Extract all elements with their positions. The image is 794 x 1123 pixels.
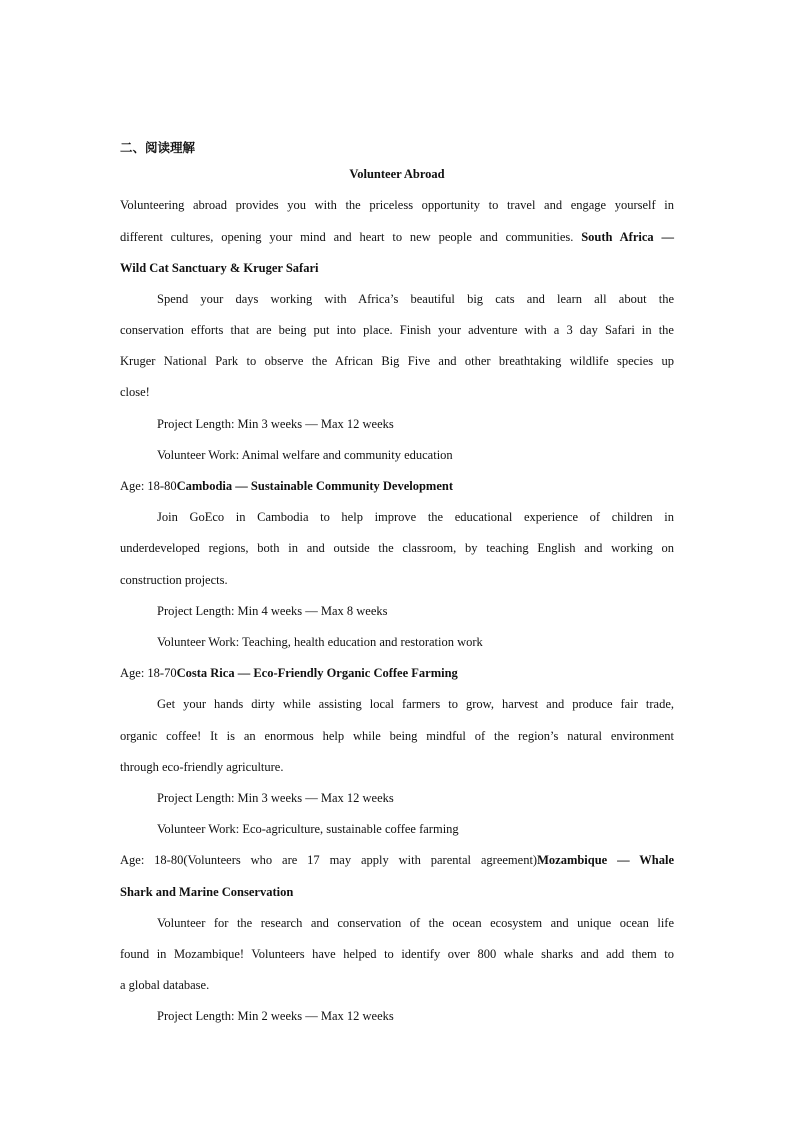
- south-africa-heading-start: South Africa —: [581, 230, 675, 244]
- mozambique-desc-2: found in Mozambique! Volunteers have helped to identify over 800 whale sharks and add them to: [120, 947, 674, 961]
- mozambique-heading-start: Mozambique — Whale: [537, 853, 674, 867]
- south-africa-age: Age: 18-80: [120, 479, 177, 493]
- cambodia-age: Age: 18-70: [120, 666, 177, 680]
- costa-rica-desc-2: organic coffee! It is an enormous help while being mindful of the region’s natural environment: [120, 729, 674, 743]
- article-title: Volunteer Abroad: [349, 167, 445, 181]
- south-africa-desc-2: conservation efforts that are being put into place. Finish your adventure with a 3 day Safari in the: [120, 323, 674, 337]
- mozambique-heading-end: Shark and Marine Conservation: [120, 885, 294, 899]
- intro-line-1: Volunteering abroad provides you with the priceless opportunity to travel and engage yourself in: [120, 198, 674, 212]
- cambodia-desc-2: underdeveloped regions, both in and outside the classroom, by teaching English and working on: [120, 541, 674, 555]
- costa-rica-heading: Costa Rica — Eco-Friendly Organic Coffee Farming: [176, 666, 458, 680]
- costa-rica-work: Volunteer Work: Eco-agriculture, sustainable coffee farming: [157, 822, 459, 836]
- costa-rica-age: Age: 18-80(Volunteers who are 17 may apply with parental agreement): [120, 853, 538, 867]
- costa-rica-age-line: [120, 852, 674, 868]
- section-heading: 二、阅读理解: [120, 141, 196, 155]
- south-africa-heading-end: Wild Cat Sanctuary & Kruger Safari: [120, 261, 319, 275]
- south-africa-work: Volunteer Work: Animal welfare and community education: [157, 448, 453, 462]
- costa-rica-desc-1: Get your hands dirty while assisting local farmers to grow, harvest and produce fair trade,: [157, 697, 674, 711]
- mozambique-desc-3: a global database.: [120, 978, 210, 992]
- intro-line-2: [120, 229, 674, 245]
- south-africa-desc-4: close!: [120, 385, 150, 399]
- mozambique-length: Project Length: Min 2 weeks — Max 12 weeks: [157, 1009, 394, 1023]
- cambodia-desc-1: Join GoEco in Cambodia to help improve the educational experience of children in: [157, 510, 674, 524]
- south-africa-length: Project Length: Min 3 weeks — Max 12 weeks: [157, 417, 394, 431]
- costa-rica-length: Project Length: Min 3 weeks — Max 12 weeks: [157, 791, 394, 805]
- cambodia-length: Project Length: Min 4 weeks — Max 8 weeks: [157, 604, 388, 618]
- mozambique-desc-1: Volunteer for the research and conservation of the ocean ecosystem and unique ocean life: [157, 916, 674, 930]
- south-africa-age-line: [120, 478, 453, 494]
- cambodia-age-line: [120, 665, 458, 681]
- cambodia-work: Volunteer Work: Teaching, health education and restoration work: [157, 635, 483, 649]
- south-africa-desc-3: Kruger National Park to observe the African Big Five and other breathtaking wildlife species up: [120, 354, 674, 368]
- south-africa-desc-1: Spend your days working with Africa’s beautiful big cats and learn all about the: [157, 292, 674, 306]
- costa-rica-desc-3: through eco-friendly agriculture.: [120, 760, 284, 774]
- intro-text: different cultures, opening your mind and heart to new people and communities.: [120, 230, 574, 244]
- cambodia-heading: Cambodia — Sustainable Community Development: [176, 479, 454, 493]
- cambodia-desc-3: construction projects.: [120, 573, 228, 587]
